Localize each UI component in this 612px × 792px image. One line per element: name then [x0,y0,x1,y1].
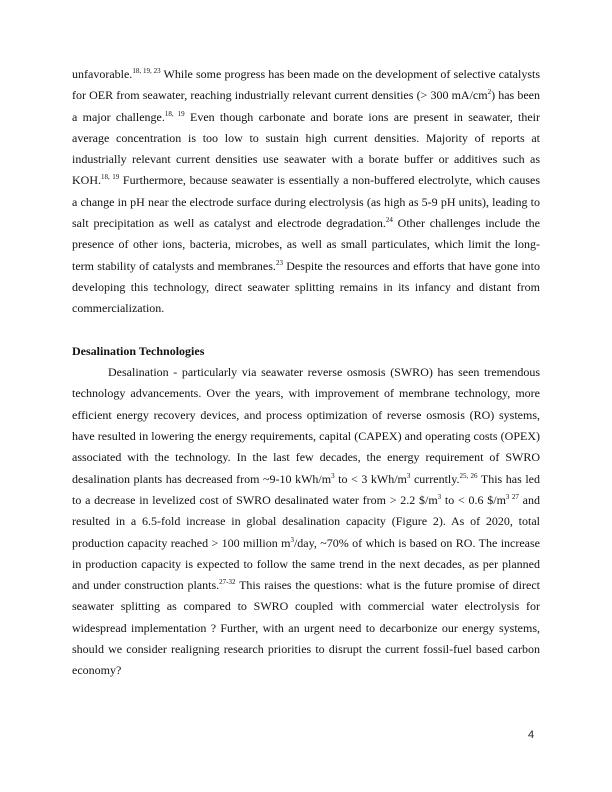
superscript: 3 [331,471,335,480]
text-run: Even though carbonate and borate ions are present in seawater, their average concentration is too low to sustain high current densities. Majority of reports at industrially relevant current densities use seawater with a borate buffer or additives such as KOH. [72,109,540,188]
superscript-citation: 3 27 [505,492,519,501]
text-run: This has led to a decrease in levelized cost of SWRO desalinated water from > 2.2 $/m [72,471,540,507]
text-run: ) has been a major challenge. [72,88,540,124]
citation: 18, 19 [164,109,185,118]
citation: 23 [275,258,283,267]
citation: 18, 19, 23 [132,67,161,75]
text-run: Desalination - particularly via seawater reverse osmosis (SWRO) has seen tremendous technology advancements. Over the years, with improvement of membrane technology, more efficient energy recovery devices, and process optimization of reverse osmosis (RO) systems, have resulted in lowering the energy requirements, capital (CAPEX) and operating costs (OPEX) associated with the technology. In the last few decades, the energy requirement of SWRO desalination plants has decreased from ~9-10 kWh/m [72,365,540,486]
superscript: 2 [487,88,492,97]
paragraph-seawater-splitting-challenges [72,64,540,320]
superscript: 3 [290,535,294,544]
text-run: Despite the resources and efforts that have gone into developing this technology, direct seawater splitting remains in its infancy and distant from commercialization. [72,258,540,316]
citation: 25, 26 [459,471,478,480]
text-run: Furthermore, because seawater is essentially a non-buffered electrolyte, which causes a change in pH near the electrode surface during electrolysis (as high as 5-9 pH units), leading to salt precipitation as well as catalyst and electrode degradation. [72,173,540,231]
citation: 24 [385,216,393,225]
page-number: 4 [528,729,535,741]
citation: 18, 19 [101,173,120,182]
text-run: /day, ~70% of which is based on RO. The increase in production capacity is expected to follow the same trend in the next decades, as per planned and under construction plants. [72,535,540,593]
text-run: currently. [410,471,460,486]
superscript: 3 [406,471,411,480]
text-run: This raises the questions: what is the future promise of direct seawater splitting as compared to SWRO coupled with commercial water electrolysis for widespread implementation ? Further, with an urgent need to decarbonize our energy systems, should we consider realigning research priorities to disrupt the current fossil-fuel based carbon economy? [72,578,540,678]
text-run: Other challenges include the presence of other ions, bacteria, microbes, as well as small particulates, which limit the long-term stability of catalysts and membranes. [72,216,540,273]
text-run: to < 0.6 $/m [441,492,506,507]
superscript: 3 [437,492,442,501]
paragraph-desalination [72,362,540,681]
text-run: unfavorable. [72,67,133,81]
text-run: to < 3 kWh/m [334,471,407,486]
section-heading: Desalination Technologies [72,343,205,358]
citation: 27-32 [219,578,236,587]
document-page [72,64,540,682]
text-run: While some progress has been made on the development of selective catalysts for OER from seawater, reaching industrially relevant current densities (> 300 mA/cm [72,67,540,103]
text-run: and resulted in a 6.5-fold increase in global desalination capacity (Figure 2). As of 2020, total production capacity reached > 100 million m [72,492,540,550]
